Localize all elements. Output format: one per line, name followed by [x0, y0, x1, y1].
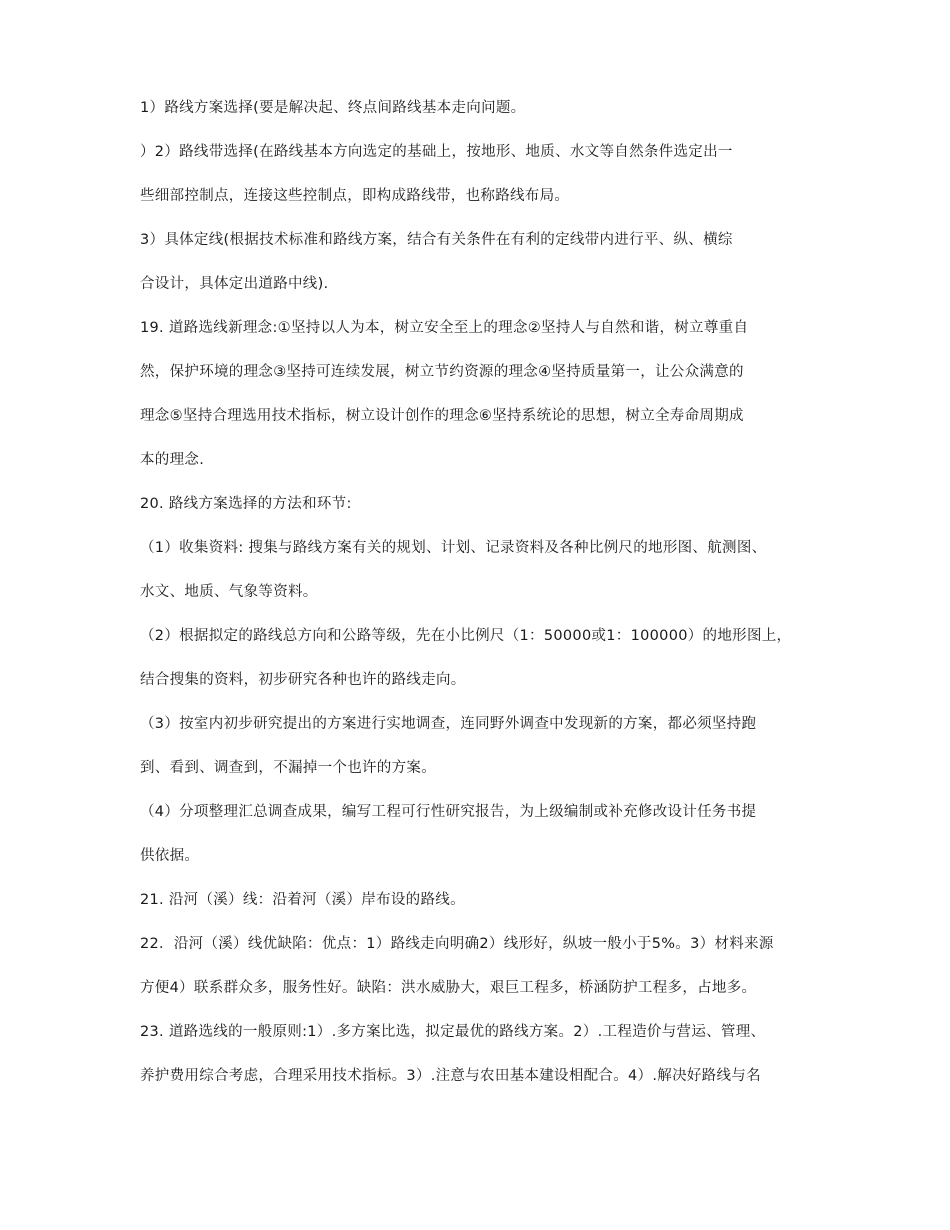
text-line: 供依据。: [140, 848, 200, 864]
text-line: 3）具体定线(根据技术标准和路线方案，结合有关条件在有利的定线带内进行平、纵、横综: [140, 232, 733, 248]
text-line: （4）分项整理汇总调查成果，编写工程可行性研究报告，为上级编制或补充修改设计任务书提: [140, 804, 757, 820]
text-line: 21. 沿河（溪）线：沿着河（溪）岸布设的路线。: [140, 892, 465, 908]
text-line: ）2）路线带选择(在路线基本方向选定的基础上，按地形、地质、水文等自然条件选定出一: [140, 144, 733, 160]
text-line: 到、看到、调查到，不漏掉一个也许的方案。: [140, 760, 436, 776]
text-line: 22．沿河（溪）线优缺陷：优点：1）路线走向明确2）线形好，纵坡一般小于5%。3）材料来源: [140, 936, 774, 952]
text-line: 1）路线方案选择(要是解决起、终点间路线基本走向问题。: [140, 100, 526, 116]
text-line: 些细部控制点，连接这些控制点，即构成路线带，也称路线布局。: [140, 188, 570, 204]
text-line: 合设计，具体定出道路中线).: [140, 276, 329, 292]
text-line: （2）根据拟定的路线总方向和公路等级，先在小比例尺（1：50000或1：100000）的地形图上，: [140, 628, 792, 644]
text-line: 水文、地质、气象等资料。: [140, 584, 318, 600]
text-line: 理念⑤坚持合理选用技术指标，树立设计创作的理念⑥坚持系统论的思想，树立全寿命周期成: [140, 408, 744, 424]
text-line: （3）按室内初步研究提出的方案进行实地调查，连同野外调查中发现新的方案，都必须坚持跑: [140, 716, 757, 732]
text-line: 方便4）联系群众多，服务性好。缺陷：洪水威胁大，艰巨工程多，桥涵防护工程多，占地多。: [140, 980, 757, 996]
text-line: 本的理念.: [140, 452, 205, 468]
text-line: （1）收集资料: 搜集与路线方案有关的规划、计划、记录资料及各种比例尺的地形图、航测图、: [140, 540, 767, 556]
text-line: 结合搜集的资料，初步研究各种也许的路线走向。: [140, 672, 466, 688]
text-line: 然，保护环境的理念③坚持可连续发展，树立节约资源的理念④坚持质量第一，让公众满意的: [140, 364, 744, 380]
text-line: 20. 路线方案选择的方法和环节:: [140, 496, 352, 512]
text-line: 23. 道路选线的一般原则:1）.多方案比选，拟定最优的路线方案。2）.工程造价与营运、管理、: [140, 1024, 766, 1040]
text-line: 19. 道路选线新理念:①坚持以人为本，树立安全至上的理念②坚持人与自然和谐，树立尊重自: [140, 320, 749, 336]
text-line: 养护费用综合考虑，合理采用技术指标。3）.注意与农田基本建设相配合。4）.解决好路线与名: [140, 1068, 761, 1084]
